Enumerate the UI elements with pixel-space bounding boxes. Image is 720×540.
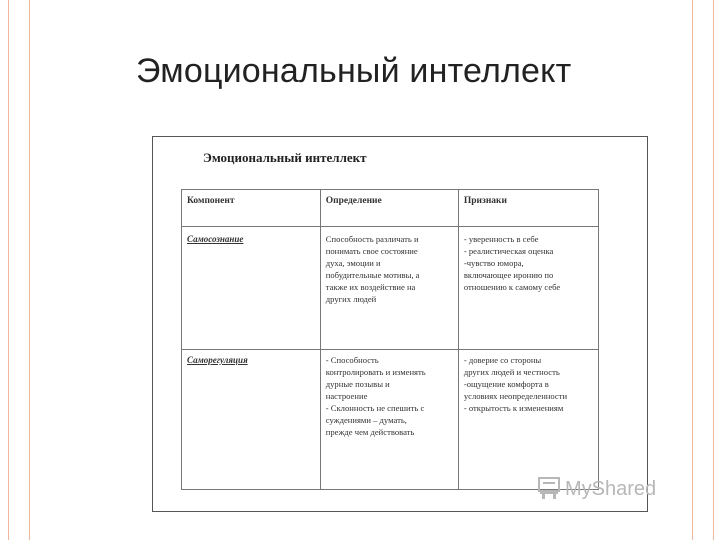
sign-line: - уверенность в себе bbox=[463, 234, 539, 244]
cell-component bbox=[182, 227, 321, 350]
component-name: Саморегуляция bbox=[187, 355, 248, 365]
sign-line: -ощущение комфорта в bbox=[463, 379, 549, 389]
cell-signs bbox=[458, 227, 598, 350]
definition-line: также их воздействие на bbox=[325, 282, 416, 292]
sign-line: отношению к самому себе bbox=[463, 282, 561, 292]
definition-line: - Склонность не спешить с bbox=[325, 403, 425, 413]
cell-definition bbox=[320, 227, 458, 350]
slide-title: Эмоциональный интеллект bbox=[136, 52, 572, 90]
cell-signs bbox=[458, 350, 598, 490]
column-header-signs: Признаки bbox=[458, 190, 598, 227]
document-heading: Эмоциональный интеллект bbox=[203, 150, 367, 165]
definition-line: дурные позывы и bbox=[325, 379, 390, 389]
table-row-self-regulation bbox=[182, 350, 599, 490]
definition-line: Способность различать и bbox=[325, 234, 419, 244]
sign-line: включающее иронию по bbox=[463, 270, 554, 280]
definition-line: настроение bbox=[325, 391, 368, 401]
sign-line: - доверие со стороны bbox=[463, 355, 542, 365]
definition-line: духа, эмоции и bbox=[325, 258, 381, 268]
definition-line: понимать свое состояние bbox=[325, 246, 418, 256]
right-decorative-stripes bbox=[692, 0, 714, 540]
sign-line: других людей и честность bbox=[463, 367, 560, 377]
definition-line: суждениями – думать, bbox=[325, 415, 407, 425]
column-header-component: Компонент bbox=[182, 190, 321, 227]
watermark-text: MyShared bbox=[565, 478, 657, 500]
classroom-icon bbox=[536, 474, 562, 505]
component-name: Самосознание bbox=[187, 234, 244, 244]
definition-line: контролировать и изменять bbox=[325, 367, 426, 377]
cell-component bbox=[182, 350, 321, 490]
watermark bbox=[536, 474, 656, 505]
definition-line: - Способность bbox=[325, 355, 379, 365]
sign-line: условиях неопределенности bbox=[463, 391, 568, 401]
table-header-row bbox=[182, 190, 599, 227]
column-header-definition: Определение bbox=[320, 190, 458, 227]
table-row-self-awareness bbox=[182, 227, 599, 350]
definition-line: других людей bbox=[325, 294, 377, 304]
sign-line: -чувство юмора, bbox=[463, 258, 524, 268]
definition-line: прежде чем действовать bbox=[325, 427, 415, 437]
cell-definition bbox=[320, 350, 458, 490]
sign-line: - реалистическая оценка bbox=[463, 246, 554, 256]
emotional-intelligence-table bbox=[181, 189, 599, 490]
left-decorative-stripes bbox=[8, 0, 30, 540]
sign-line: - открытость к изменениям bbox=[463, 403, 564, 413]
definition-line: побудительные мотивы, а bbox=[325, 270, 420, 280]
